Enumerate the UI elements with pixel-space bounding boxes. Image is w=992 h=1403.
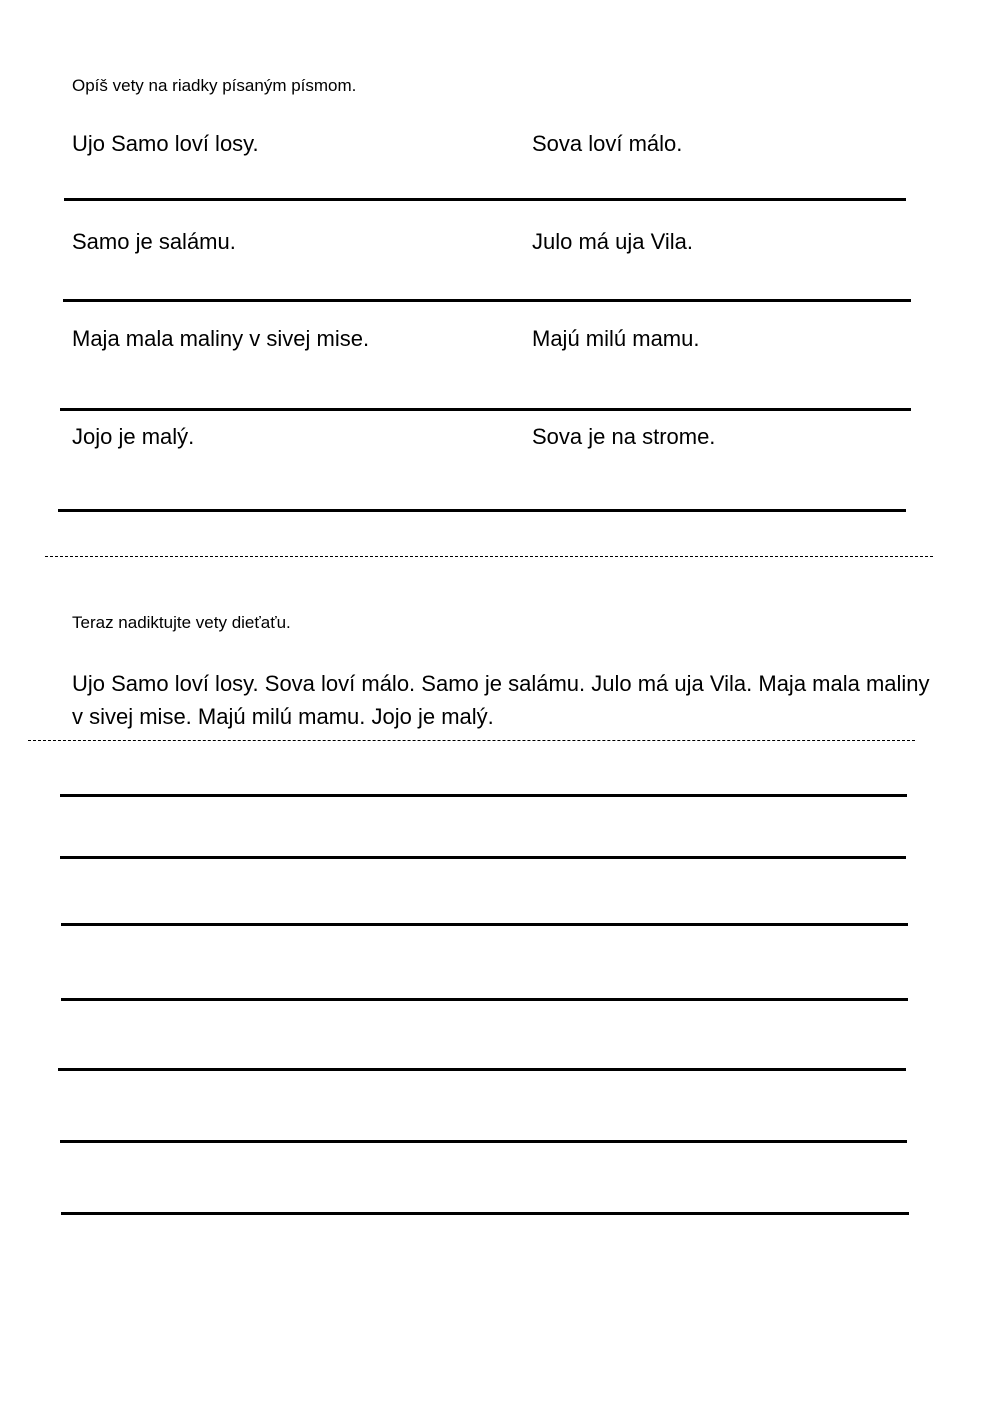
sentence: Julo má uja Vila. bbox=[532, 229, 694, 254]
dictation-instruction: Teraz nadiktujte vety dieťaťu. bbox=[72, 613, 291, 632]
writing-line[interactable] bbox=[63, 299, 911, 302]
writing-line[interactable] bbox=[60, 1140, 907, 1143]
sentence: Majú milú mamu. bbox=[532, 326, 700, 351]
writing-line[interactable] bbox=[58, 1068, 906, 1071]
sentence: Ujo Samo loví losy. bbox=[72, 131, 259, 156]
writing-line[interactable] bbox=[60, 856, 906, 859]
writing-line[interactable] bbox=[61, 1212, 909, 1215]
section-divider bbox=[28, 740, 915, 741]
sentence: Sova je na strome. bbox=[532, 424, 716, 449]
sentence: Samo je salámu. bbox=[72, 229, 236, 254]
section-divider bbox=[45, 556, 933, 557]
writing-line[interactable] bbox=[64, 198, 906, 201]
sentence: Sova loví málo. bbox=[532, 131, 683, 156]
sentence: Maja mala maliny v sivej mise. bbox=[72, 326, 370, 351]
writing-line[interactable] bbox=[60, 408, 911, 411]
writing-line[interactable] bbox=[58, 509, 906, 512]
copy-instruction: Opíš vety na riadky písaným písmom. bbox=[72, 76, 357, 95]
dictation-text: Ujo Samo loví losy. Sova loví málo. Samo je salámu. Julo má uja Vila. Maja mala maliny v sivej mise. Majú milú mamu. Jojo je malý. bbox=[72, 671, 930, 729]
sentence: Jojo je malý. bbox=[72, 424, 195, 449]
writing-line[interactable] bbox=[61, 923, 908, 926]
writing-line[interactable] bbox=[61, 998, 908, 1001]
writing-line[interactable] bbox=[60, 794, 907, 797]
